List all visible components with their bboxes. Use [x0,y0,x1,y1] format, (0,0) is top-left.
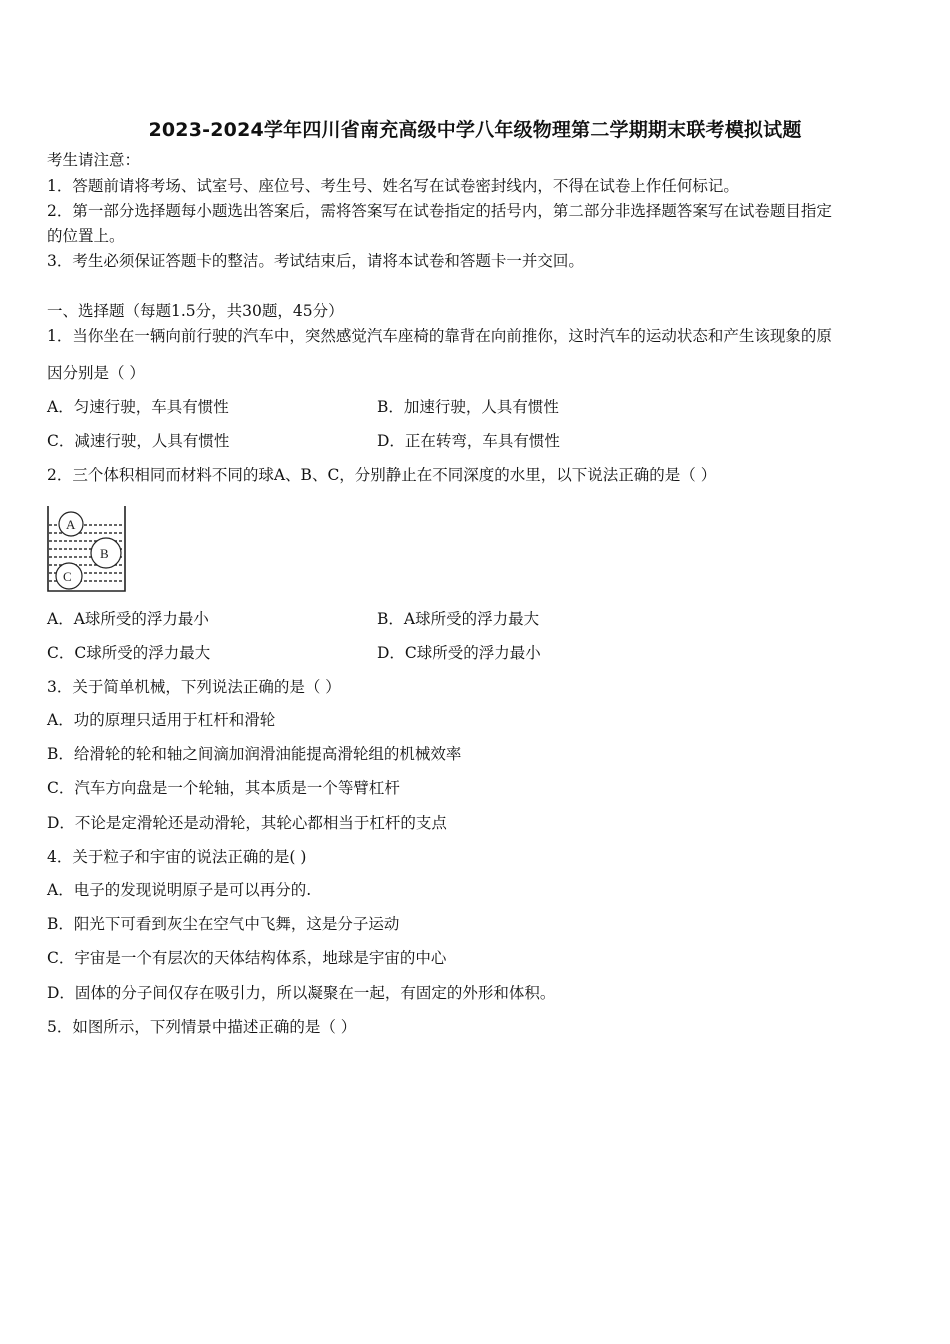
q4-option-d: D．固体的分子间仅存在吸引力，所以凝聚在一起，有固定的外形和体积。 [47,984,556,1002]
q3-stem: 3．关于简单机械，下列说法正确的是（ ） [47,678,341,696]
notice-heading: 考生请注意： [47,151,141,169]
q3-option-a: A．功的原理只适用于杠杆和滑轮 [47,711,276,729]
q4-stem: 4．关于粒子和宇宙的说法正确的是( ) [47,848,307,866]
q1-option-d: D．正在转弯，车具有惯性 [377,432,560,450]
notice-item-2: 2．第一部分选择题每小题选出答案后，需将答案写在试卷指定的括号内，第二部分非选择题答案写在试卷题目指定 [47,202,832,220]
ball-b-label: B [100,546,109,561]
q3-option-c: C．汽车方向盘是一个轮轴，其本质是一个等臂杠杆 [47,779,400,797]
ball-a-label: A [66,517,76,532]
q2-option-b: B．A球所受的浮力最大 [377,610,540,628]
q1-option-a: A．匀速行驶，车具有惯性 [47,398,229,416]
q5-stem: 5．如图所示，下列情景中描述正确的是（ ） [47,1018,357,1036]
q4-option-a: A．电子的发现说明原子是可以再分的. [47,881,312,899]
q4-option-c: C．宇宙是一个有层次的天体结构体系，地球是宇宙的中心 [47,949,447,967]
q1-option-b: B．加速行驶，人具有惯性 [377,398,559,416]
q2-option-d: D．C球所受的浮力最小 [377,644,541,662]
q1-stem-cont: 因分别是（ ） [47,364,145,382]
section-heading: 一、选择题（每题1.5分，共30题，45分） [47,302,344,320]
q3-option-d: D．不论是定滑轮还是动滑轮，其轮心都相当于杠杆的支点 [47,814,447,832]
q1-option-c: C．减速行驶，人具有惯性 [47,432,230,450]
notice-item-2-cont: 的位置上。 [47,227,125,245]
water-tank-figure [45,503,129,595]
ball-c-label: C [63,569,72,584]
q4-option-b: B．阳光下可看到灰尘在空气中飞舞，这是分子运动 [47,915,400,933]
notice-item-3: 3．考生必须保证答题卡的整洁。考试结束后，请将本试卷和答题卡一并交回。 [47,252,584,270]
notice-item-1: 1．答题前请将考场、试室号、座位号、考生号、姓名写在试卷密封线内，不得在试卷上作任何标记。 [47,177,739,195]
q1-stem: 1．当你坐在一辆向前行驶的汽车中，突然感觉汽车座椅的靠背在向前推你，这时汽车的运动状态和产生该现象的原 [47,327,832,345]
q2-option-c: C．C球所受的浮力最大 [47,644,211,662]
exam-title: 2023-2024学年四川省南充高级中学八年级物理第二学期期末联考模拟试题 [148,119,802,141]
q3-option-b: B．给滑轮的轮和轴之间滴加润滑油能提高滑轮组的机械效率 [47,745,462,763]
q2-option-a: A．A球所受的浮力最小 [47,610,209,628]
q2-stem: 2．三个体积相同而材料不同的球A、B、C，分别静止在不同深度的水里，以下说法正确的是（ ） [47,466,717,484]
